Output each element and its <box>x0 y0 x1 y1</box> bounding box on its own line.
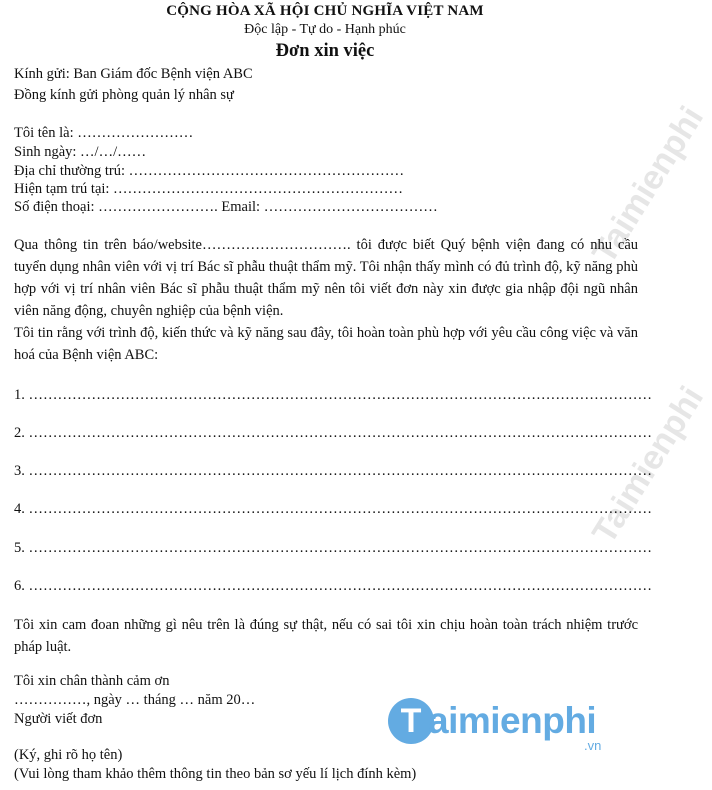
watermark-diagonal: Taimienphi <box>585 379 711 551</box>
list-item: 1. ………………………………………………………………………………………………………………… <box>14 387 652 403</box>
list-item: 2. ………………………………………………………………………………………………………………… <box>14 425 652 441</box>
commitment-paragraph: Tôi xin cam đoan những gì nêu trên là đúng sự thật, nếu có sai tôi xin chịu hoàn toàn trách nhiệm trước pháp luật. <box>14 617 638 655</box>
logo-initial-icon: T <box>388 698 434 744</box>
list-item: 5. ………………………………………………………………………………………………………………… <box>14 540 652 556</box>
watermark-diagonal: Taimienphi <box>585 99 711 271</box>
logo-suffix: .vn <box>584 738 602 753</box>
list-item: 4. ………………………………………………………………………………………………………………… <box>14 501 652 517</box>
phone-email-field: Số điện thoại: ……………………. Email: ……………………………… <box>14 199 438 215</box>
thanks-line: Tôi xin chân thành cảm ơn <box>14 673 170 689</box>
name-field: Tôi tên là: …………………… <box>14 125 194 141</box>
national-header: CỘNG HÒA XÃ HỘI CHỦ NGHĨA VIỆT NAM <box>166 3 484 19</box>
attachment-note: (Vui lòng tham khảo thêm thông tin theo bản sơ yếu lí lịch đính kèm) <box>14 766 417 782</box>
national-motto: Độc lập - Tự do - Hạnh phúc <box>244 22 406 37</box>
recipient-line: Kính gửi: Ban Giám đốc Bệnh viện ABC <box>14 66 253 82</box>
qualification-paragraph: Tôi tin rằng với trình độ, kiến thức và kỹ năng sau đây, tôi hoàn toàn phù hợp với yêu cầu công việc và văn hoá của Bệnh viện ABC: <box>14 325 638 363</box>
intro-paragraph: Qua thông tin trên báo/website…………………………. tôi được biết Quý bệnh viện đang có nhu cầu tuyển dụng nhân viên với vị trí Bác sĩ phẫu thuật thẩm mỹ. Tôi nhận thấy mình có đủ trình độ, kỹ năng phù hợp với vị trí nhân viên Bác sĩ phẫu thuật thẩm mỹ nên tôi viết đơn này xin được gia nhập đội ngũ nhân viên năng động, chuyên nghiệp của bệnh viện. <box>14 237 638 319</box>
watermark-logo <box>388 698 628 758</box>
logo-brand-name: aimienphi <box>428 700 597 741</box>
cc-recipient-line: Đồng kính gửi phòng quản lý nhân sự <box>14 87 234 103</box>
date-line: ……………, ngày … tháng … năm 20… <box>14 692 256 708</box>
list-item: 3. ………………………………………………………………………………………………………………… <box>14 463 652 479</box>
signature-note: (Ký, ghi rõ họ tên) <box>14 747 123 763</box>
address-field: Địa chỉ thường trú: ………………………………………………… <box>14 163 405 179</box>
signer-label: Người viết đơn <box>14 711 103 727</box>
list-item: 6. ………………………………………………………………………………………………………………… <box>14 578 652 594</box>
document-title: Đơn xin việc <box>275 41 375 61</box>
dob-field: Sinh ngày: …/…/…… <box>14 144 147 160</box>
temp-address-field: Hiện tạm trú tại: …………………………………………………… <box>14 181 404 197</box>
